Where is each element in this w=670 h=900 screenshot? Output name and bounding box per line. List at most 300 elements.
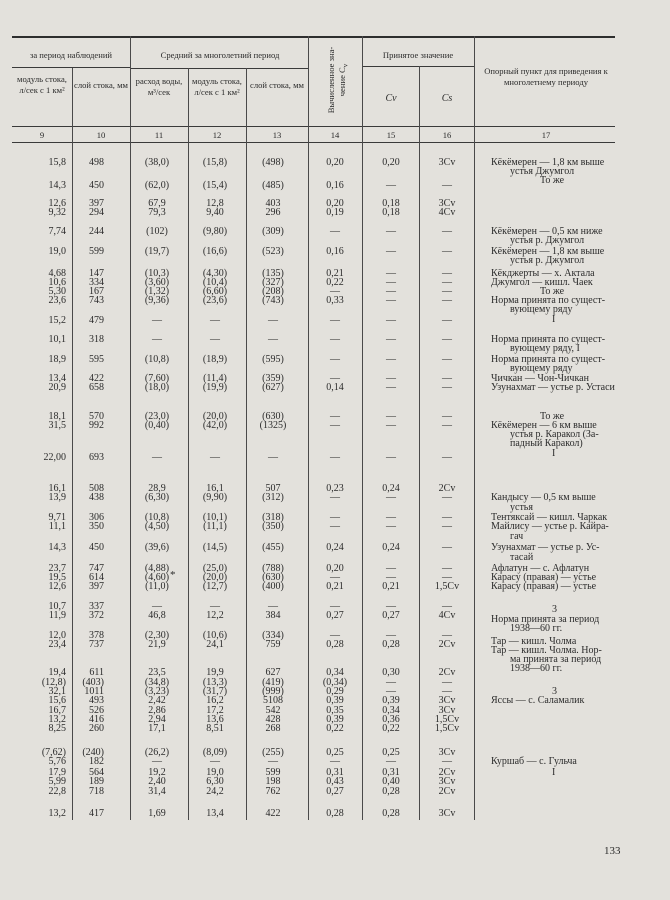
cell-c13: (400) — [262, 581, 284, 592]
cell-c9: 23,4 — [48, 639, 66, 650]
header-c15: Cv — [385, 93, 397, 104]
cell-c12: 16,1 — [206, 483, 224, 494]
cell-c10: 294 — [89, 207, 104, 218]
cell-c9: 5,99 — [48, 776, 66, 787]
cell-c12: (9,80) — [202, 226, 228, 237]
cell-c11: 21,9 — [148, 639, 166, 650]
cell-c11: (2,30) — [144, 630, 170, 641]
cell-c15: — — [386, 756, 396, 767]
cell-c9: 4,68 — [48, 268, 66, 279]
note-line: устья р. Джумгол — [510, 235, 585, 246]
cell-c9: 11,1 — [48, 521, 66, 532]
note-line: ма принята за период — [510, 654, 602, 665]
cell-c12: 17,2 — [206, 705, 224, 716]
cell-c16: — — [442, 601, 452, 612]
cell-c14: — — [330, 601, 340, 612]
cell-c11: (4,60) — [144, 572, 170, 583]
cell-c15: — — [386, 180, 396, 191]
cell-c15: 0,18 — [382, 207, 400, 218]
cell-c11: (10,3) — [144, 268, 170, 279]
cell-c9: 12,6 — [48, 581, 66, 592]
cell-c12: 13,6 — [206, 714, 224, 725]
cell-c13: (498) — [262, 157, 284, 168]
cell-c9: 8,25 — [48, 723, 66, 734]
cell-c9: 23,6 — [48, 295, 66, 306]
note-line: Чичкан — Чон-Чичкан — [491, 373, 589, 384]
header-c11: расход воды, м³/сек — [135, 76, 183, 97]
cell-c10: 570 — [89, 411, 104, 422]
cell-c12: (12,7) — [202, 581, 228, 592]
cell-c12: 9,40 — [206, 207, 224, 218]
note-line: Кёкёмерен — 6 км выше — [491, 420, 597, 431]
cell-c12: (18,9) — [202, 354, 228, 365]
cell-c15: — — [386, 226, 396, 237]
cell-c10: 1011 — [84, 686, 104, 697]
cell-c9: 19,4 — [48, 667, 66, 678]
cell-c9: 20,9 — [48, 382, 66, 393]
cell-c15: — — [386, 268, 396, 279]
note-line: Тар — кишл. Чолма. Нор- — [491, 645, 602, 656]
cell-c14: — — [330, 630, 340, 641]
cell-c15: — — [386, 420, 396, 431]
cell-c16: — — [442, 268, 452, 279]
cell-c10: 397 — [89, 581, 104, 592]
header-c16: Cs — [441, 93, 453, 104]
cell-c13: (327) — [262, 277, 284, 288]
cell-c12: 24,1 — [206, 639, 224, 650]
cell-c15: — — [386, 315, 396, 326]
note-line: Норма принята по сущест- — [491, 354, 606, 365]
header-c9: модуль стока, л/сек с 1 км² — [17, 74, 67, 95]
note-line: вующему ряду, I — [510, 343, 580, 354]
cell-c11: — — [152, 452, 162, 463]
cell-c14: — — [330, 512, 340, 523]
cell-c12: (19,9) — [202, 382, 228, 393]
cell-c14: 0,43 — [326, 776, 344, 787]
cell-c11: (10,8) — [144, 512, 170, 523]
cell-c13: (309) — [262, 226, 284, 237]
cell-c9: 15,8 — [48, 157, 66, 168]
header-mean-group: Средний за многолетний период — [160, 50, 280, 60]
note-line: Кёкёмерен — 1,8 км выше — [491, 157, 605, 168]
cell-c11: 46,8 — [148, 610, 166, 621]
header-sub-rule — [12, 126, 615, 127]
col-rule-9 — [72, 68, 73, 820]
cell-c16: — — [442, 286, 452, 297]
cell-c11: — — [152, 756, 162, 767]
cell-c12: 6,30 — [206, 776, 224, 787]
note-line: Карасу (правая) — устье — [491, 581, 597, 592]
cell-c15: — — [386, 382, 396, 393]
cell-c10: 372 — [89, 610, 104, 621]
cell-c13: 428 — [265, 714, 281, 725]
cell-c12: (10,6) — [202, 630, 228, 641]
cell-c13: (743) — [262, 295, 284, 306]
note-line: вующему ряду — [510, 304, 573, 315]
cell-c16: — — [442, 563, 452, 574]
colnum-14: 14 — [330, 130, 340, 140]
cell-c12: — — [210, 334, 220, 345]
cell-c15: 0,28 — [382, 639, 400, 650]
cell-c10: 318 — [89, 334, 104, 345]
cell-c12: — — [210, 601, 220, 612]
cell-c16: — — [442, 686, 452, 697]
cell-c16: 3Cv — [438, 808, 456, 819]
cell-c16: — — [442, 452, 452, 463]
col-rule-15 — [419, 66, 420, 820]
cell-c9: 10,7 — [48, 601, 66, 612]
cell-c11: (18,0) — [144, 382, 170, 393]
note-line: Тентяксай — кишл. Чаркак — [491, 512, 608, 523]
note-line: Кёкджерты — х. Актала — [491, 268, 595, 279]
cell-c14: 0,35 — [326, 705, 344, 716]
note-line: Норма принята по сущест- — [491, 334, 606, 345]
cell-c9: 23,7 — [48, 563, 66, 574]
cell-c16: 2Cv — [438, 786, 456, 797]
cell-c11: (38,0) — [144, 157, 170, 168]
cell-c12: — — [210, 452, 220, 463]
cell-c9: 10,6 — [48, 277, 66, 288]
cell-c15: — — [386, 246, 396, 257]
note-line: Узунахмат — устье р. Ус- — [491, 542, 600, 553]
cell-c14: 0,14 — [326, 382, 344, 393]
cell-c13: 542 — [265, 705, 281, 716]
cell-c12: (10,1) — [202, 512, 228, 523]
col-rule-10 — [130, 36, 131, 820]
note-line: Джумгол — кишл. Чаек — [491, 277, 593, 288]
cell-c16: 1,5Cv — [434, 581, 460, 592]
cell-c10: 498 — [89, 157, 104, 168]
cell-c10: 378 — [89, 630, 104, 641]
cell-c16: — — [442, 630, 452, 641]
cell-c15: 0,40 — [382, 776, 400, 787]
cell-c12: (31,7) — [202, 686, 228, 697]
cell-c14: 0,27 — [326, 610, 344, 621]
cell-c14: 0,16 — [326, 246, 344, 257]
cell-c10: 526 — [89, 705, 104, 716]
cell-c11: (3,23) — [144, 686, 170, 697]
cell-c9: 18,1 — [48, 411, 66, 422]
cell-c13: — — [268, 315, 278, 326]
header-top-rule — [12, 36, 615, 38]
cell-c11: (7,60) — [144, 373, 170, 384]
cell-c15: 0,30 — [382, 667, 400, 678]
cell-c9: 14,3 — [48, 542, 66, 553]
cell-c15: — — [386, 452, 396, 463]
cell-c14: 0,27 — [326, 786, 344, 797]
cell-c9: 12,0 — [48, 630, 66, 641]
cell-c15: 0,36 — [382, 714, 400, 725]
cell-c16: — — [442, 521, 452, 532]
cell-c15: — — [386, 411, 396, 422]
note-line: Афлатун — с. Афлатун — [491, 563, 590, 574]
cell-c14: — — [330, 373, 340, 384]
cell-c13: 599 — [265, 767, 281, 778]
cell-c9: 31,5 — [48, 420, 66, 431]
note-line: устья Джумгол — [510, 166, 575, 177]
cell-c11: (102) — [146, 226, 168, 237]
asterisk-mark: * — [170, 569, 176, 581]
cell-c15: — — [386, 601, 396, 612]
header-period-group: за период наблюдений — [29, 50, 113, 60]
cell-c15: — — [386, 295, 396, 306]
cell-c14: 0,39 — [326, 695, 344, 706]
cell-c11: 2,40 — [148, 776, 166, 787]
note-line: То же — [540, 175, 565, 186]
cell-c9: 16,1 — [48, 483, 66, 494]
cell-c13: 507 — [265, 483, 281, 494]
cell-c9: 17,9 — [48, 767, 66, 778]
cell-c11: (39,6) — [144, 542, 170, 553]
cell-c9: 13,4 — [48, 373, 66, 384]
cell-c16: 4Cv — [438, 610, 456, 621]
cell-c11: (1,32) — [144, 286, 170, 297]
cell-c9: 12,6 — [48, 198, 66, 209]
cell-c12: (6,60) — [202, 286, 228, 297]
note-line: I — [552, 314, 556, 325]
cell-c12: 12,8 — [206, 198, 224, 209]
cell-c13: (630) — [262, 411, 284, 422]
cell-c16: — — [442, 354, 452, 365]
cell-c11: 1,69 — [148, 808, 166, 819]
cell-c9: 9,71 — [48, 512, 66, 523]
note-line: устья — [510, 502, 533, 513]
cell-c11: 28,9 — [148, 483, 166, 494]
cell-c14: 0,33 — [326, 295, 344, 306]
cell-c10: 479 — [89, 315, 104, 326]
cell-c11: (4,88) — [144, 563, 170, 574]
cell-c15: — — [386, 572, 396, 583]
cell-c13: — — [268, 334, 278, 345]
cell-c14: 0,19 — [326, 207, 344, 218]
cell-c13: 268 — [265, 723, 281, 734]
header-mid-rule-2 — [130, 68, 308, 69]
cell-c15: 0,20 — [382, 157, 400, 168]
cell-c12: (11,4) — [203, 373, 227, 384]
cell-c14: — — [330, 286, 340, 297]
cell-c10: 747 — [89, 563, 104, 574]
cell-c11: (6,30) — [144, 492, 170, 503]
note-line: Кёкёмерен — 1,8 км выше — [491, 246, 605, 257]
colnum-17: 17 — [541, 130, 551, 140]
cell-c10: 614 — [89, 572, 104, 583]
cell-c14: 0,20 — [326, 157, 344, 168]
cell-c16: 3Cv — [438, 157, 456, 168]
cell-c11: — — [152, 315, 162, 326]
cell-c16: 2Cv — [438, 639, 456, 650]
cell-c11: (0,40) — [144, 420, 170, 431]
cell-c12: (10,4) — [202, 277, 228, 288]
cell-c12: 24,2 — [206, 786, 224, 797]
cell-c10: 658 — [89, 382, 104, 393]
cell-c13: (788) — [262, 563, 284, 574]
colnum-15: 15 — [386, 130, 396, 140]
cell-c15: 0,22 — [382, 723, 400, 734]
note-line: устья р. Каракол (За- — [510, 429, 599, 440]
cell-c10: 417 — [89, 808, 104, 819]
cell-c9: 19,5 — [48, 572, 66, 583]
cell-c9: 32,1 — [48, 686, 66, 697]
cell-c12: (20,0) — [202, 572, 228, 583]
colnum-11: 11 — [154, 130, 164, 140]
cell-c9: 5,76 — [48, 756, 66, 767]
cell-c14: 0,34 — [326, 667, 344, 678]
cell-c9: (7,62) — [41, 747, 66, 758]
colnum-16: 16 — [442, 130, 452, 140]
note-line: Тар — кишл. Чолма — [491, 636, 577, 647]
cell-c16: — — [442, 677, 452, 688]
header-accepted-group: Принятое значение — [382, 50, 454, 60]
cell-c9: 13,2 — [48, 714, 66, 725]
cell-c14: 0,21 — [326, 581, 344, 592]
cell-c9: 15,2 — [48, 315, 66, 326]
cell-c11: 19,2 — [148, 767, 166, 778]
cell-c11: 23,5 — [148, 667, 166, 678]
cell-c10: 167 — [89, 286, 104, 297]
header-c12: модуль стока, л/сек с 1 км² — [192, 76, 242, 97]
cell-c10: 599 — [89, 246, 104, 257]
cell-c15: 0,24 — [382, 542, 400, 553]
cell-c13: 403 — [265, 198, 281, 209]
cell-c11: — — [152, 601, 162, 612]
cell-c16: 3Cv — [438, 198, 456, 209]
cell-c10: 306 — [89, 512, 104, 523]
cell-c13: (999) — [262, 686, 284, 697]
note-line: Норма принята по сущест- — [491, 295, 606, 306]
note-line: То же — [540, 286, 565, 297]
note-line: падный Каракол) — [510, 438, 583, 449]
cell-c14: 0,28 — [326, 808, 344, 819]
cell-c14: — — [330, 452, 340, 463]
cell-c12: (8,09) — [202, 747, 228, 758]
cell-c9: (12,8) — [41, 677, 66, 688]
cell-c14: 0,16 — [326, 180, 344, 191]
cell-c10: 416 — [89, 714, 104, 725]
cell-c15: — — [386, 277, 396, 288]
col-rule-11 — [188, 68, 189, 820]
cell-c12: (13,3) — [202, 677, 228, 688]
cell-c15: 0,34 — [382, 705, 400, 716]
cell-c11: 17,1 — [148, 723, 166, 734]
cell-c13: (627) — [262, 382, 284, 393]
cell-c14: 0,25 — [326, 747, 344, 758]
cell-c10: 508 — [89, 483, 104, 494]
cell-c9: 11,9 — [48, 610, 66, 621]
colnum-10: 10 — [96, 130, 106, 140]
cell-c14: — — [330, 756, 340, 767]
cell-c10: 737 — [89, 639, 104, 650]
cell-c13: (208) — [262, 286, 284, 297]
cell-c9: 18,9 — [48, 354, 66, 365]
header-c14: Вычисленное зна-чение $C_v$ — [326, 46, 350, 114]
header-mid-rule-3 — [362, 66, 474, 67]
cell-c14: (0,34) — [322, 677, 348, 688]
cell-c10: 564 — [89, 767, 104, 778]
cell-c12: 12,2 — [206, 610, 224, 621]
cell-c13: (419) — [262, 677, 284, 688]
cell-c10: 450 — [89, 542, 104, 553]
cell-c10: 260 — [89, 723, 104, 734]
cell-c16: — — [442, 373, 452, 384]
cell-c14: — — [330, 411, 340, 422]
cell-c11: 79,3 — [148, 207, 166, 218]
cell-c13: 422 — [265, 808, 281, 819]
cell-c11: (62,0) — [144, 180, 170, 191]
cell-c13: — — [268, 756, 278, 767]
cell-c15: — — [386, 492, 396, 503]
cell-c15: 0,28 — [382, 786, 400, 797]
cell-c14: — — [330, 420, 340, 431]
cell-c15: — — [386, 563, 396, 574]
cell-c10: (240) — [82, 747, 104, 758]
cell-c14: 0,21 — [326, 268, 344, 279]
cell-c15: — — [386, 686, 396, 697]
note-line: Майлису — устье р. Кайра- — [491, 521, 609, 532]
cell-c11: (34,8) — [144, 677, 170, 688]
cell-c9: 13,9 — [48, 492, 66, 503]
cell-c12: (15,8) — [202, 157, 228, 168]
col-rule-13 — [308, 36, 309, 820]
cell-c14: 0,29 — [326, 686, 344, 697]
col-rule-12 — [246, 68, 247, 820]
cell-c13: (630) — [262, 572, 284, 583]
note-line: Узунахмат — устье р. Устаси — [491, 382, 615, 393]
cell-c13: (1325) — [259, 420, 287, 431]
cell-c11: (11,0) — [145, 581, 169, 592]
cell-c11: — — [152, 334, 162, 345]
cell-c14: 0,28 — [326, 639, 344, 650]
cell-c13: (135) — [262, 268, 284, 279]
cell-c10: 244 — [89, 226, 104, 237]
header-reference: Опорный пункт для приведения к многолетнему периоду — [484, 66, 608, 87]
note-line: Карасу (правая) — устье — [491, 572, 597, 583]
cell-c10: 718 — [89, 786, 104, 797]
cell-c10: 992 — [89, 420, 104, 431]
cell-c14: 0,23 — [326, 483, 344, 494]
colnum-12: 12 — [212, 130, 222, 140]
cell-c15: 0,18 — [382, 198, 400, 209]
cell-c14: — — [330, 226, 340, 237]
cell-c14: — — [330, 334, 340, 345]
cell-c13: (455) — [262, 542, 284, 553]
note-line: 3 — [552, 686, 557, 697]
cell-c13: (334) — [262, 630, 284, 641]
cell-c10: 493 — [89, 695, 104, 706]
header-c10: слой стока, мм — [74, 80, 128, 90]
cell-c14: 0,20 — [326, 563, 344, 574]
cell-c10: 397 — [89, 198, 104, 209]
cell-c10: 743 — [89, 295, 104, 306]
cell-c14: — — [330, 354, 340, 365]
cell-c15: — — [386, 354, 396, 365]
cell-c11: (23,0) — [144, 411, 170, 422]
cell-c14: 0,22 — [326, 723, 344, 734]
cell-c12: (9,90) — [202, 492, 228, 503]
cell-c15: — — [386, 373, 396, 384]
cell-c11: (3,60) — [144, 277, 170, 288]
cell-c11: 2,86 — [148, 705, 166, 716]
cell-c10: 422 — [89, 373, 104, 384]
note-line: гач — [510, 531, 524, 542]
cell-c9: 9,32 — [48, 207, 66, 218]
cell-c15: — — [386, 512, 396, 523]
cell-c15: — — [386, 521, 396, 532]
cell-c13: — — [268, 601, 278, 612]
cell-c14: 0,20 — [326, 198, 344, 209]
cell-c13: — — [268, 452, 278, 463]
cell-c9: 14,3 — [48, 180, 66, 191]
cell-c16: — — [442, 420, 452, 431]
